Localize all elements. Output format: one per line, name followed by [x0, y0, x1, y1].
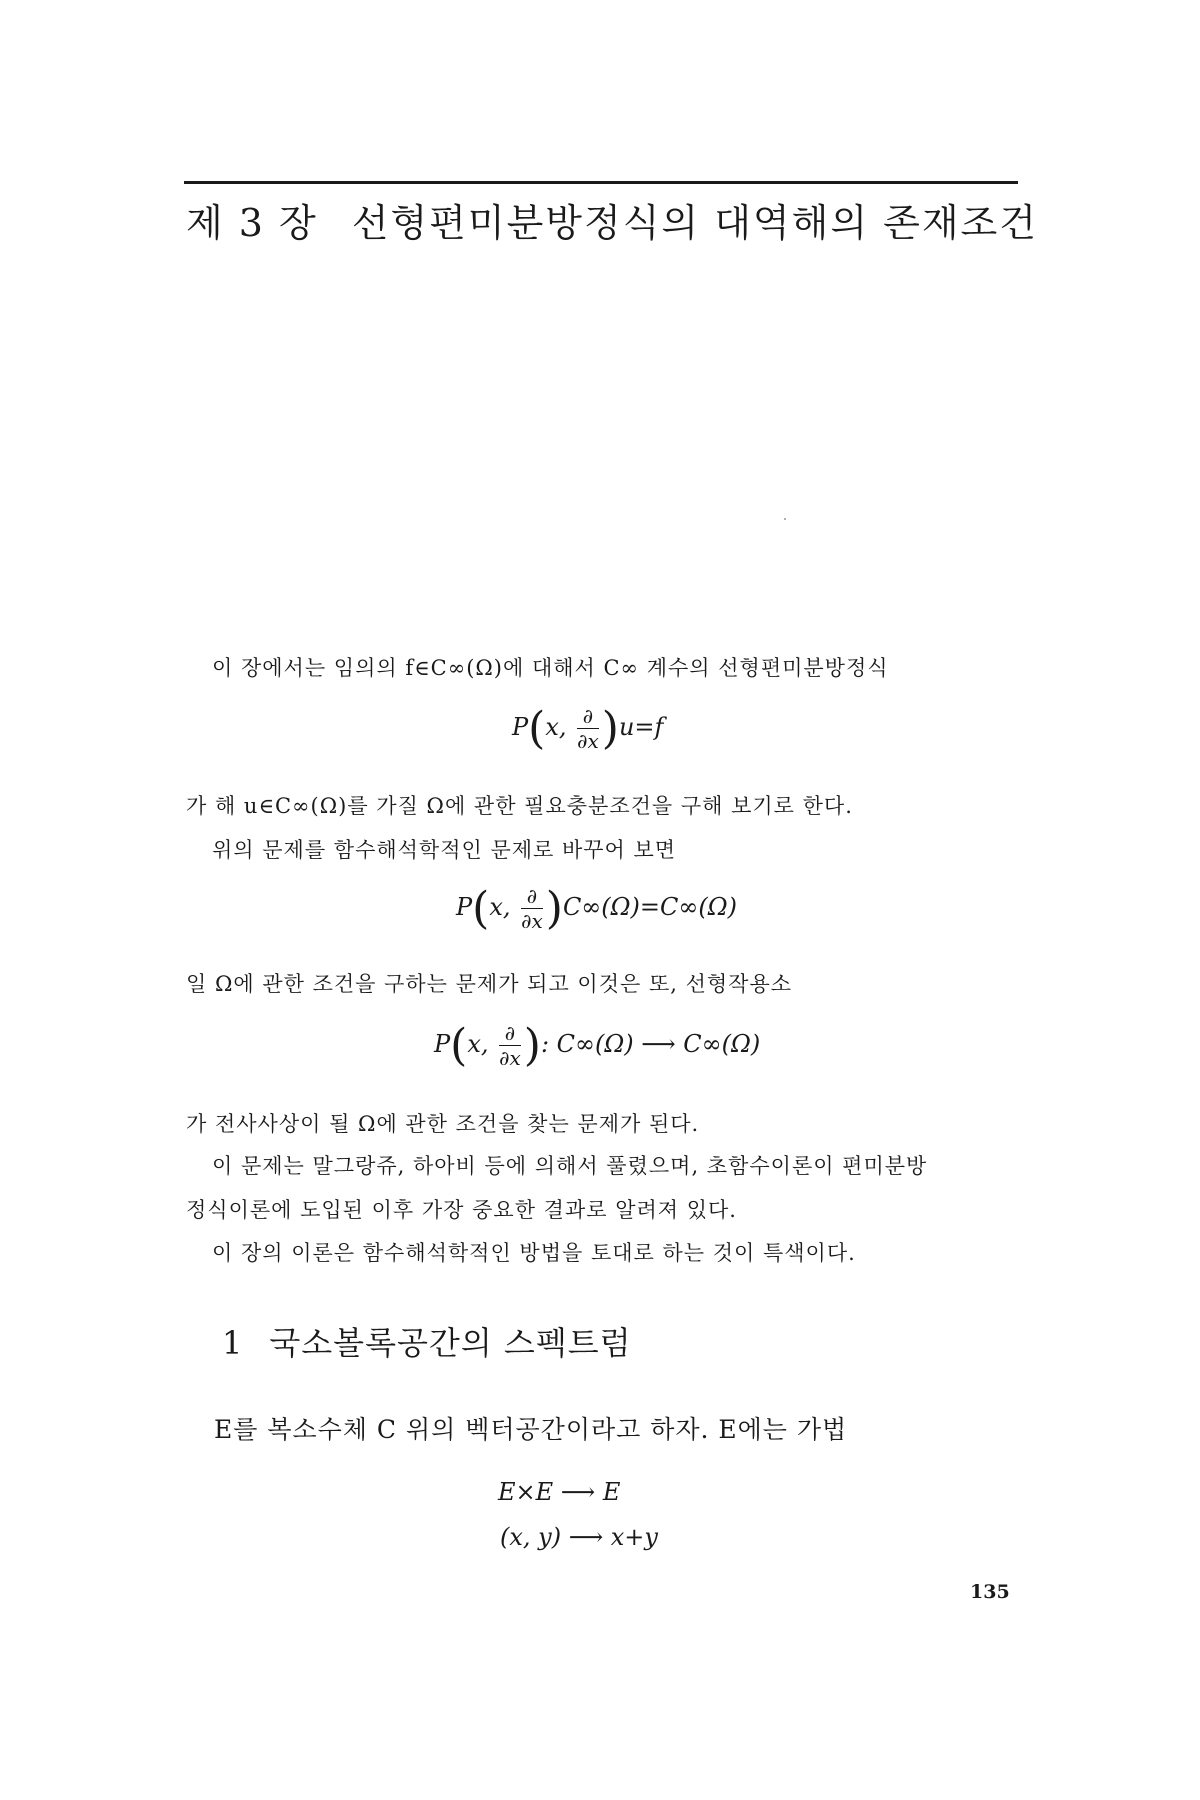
intro-line-4: 일 Ω에 관한 조건을 구하는 문제가 되고 이것은 또, 선형작용소 — [186, 972, 793, 996]
eq1-fraction — [577, 704, 599, 753]
equation-1 — [512, 703, 663, 754]
intro-line-6: 이 문제는 말그랑쥬, 하아비 등에 의해서 풀렸으며, 초함수이론이 편미분방 — [212, 1154, 928, 1178]
section-number: 1 — [222, 1324, 244, 1362]
eq2-x: x, — [489, 893, 511, 921]
eq1-denominator: ∂x — [577, 729, 599, 753]
chapter-heading — [186, 192, 1038, 247]
section-title: 국소볼록공간의 스펙트럼 — [269, 1324, 632, 1362]
chapter-title-text: 선형편미분방정식의 대역해의 존재조건 — [351, 201, 1038, 245]
eq1-operator: P — [512, 713, 529, 741]
eq3-numerator: ∂ — [499, 1021, 521, 1046]
eq2-close-paren: ) — [545, 883, 563, 934]
equation-2 — [456, 883, 737, 934]
eq3-open-paren: ( — [450, 1020, 468, 1071]
mapping-line-2: (x, y) ⟶ x+y — [500, 1523, 658, 1551]
intro-line-1: 이 장에서는 임의의 f∈C∞(Ω)에 대해서 C∞ 계수의 선형편미분방정식 — [212, 656, 889, 680]
intro-line-5: 가 전사사상이 될 Ω에 관한 조건을 찾는 문제가 된다. — [186, 1112, 700, 1136]
eq1-open-paren: ( — [528, 703, 546, 754]
eq1-numerator: ∂ — [577, 704, 599, 729]
eq3-operator: P — [434, 1030, 451, 1058]
eq2-fraction — [521, 884, 543, 933]
eq3-x: x, — [467, 1030, 489, 1058]
intro-line-8: 이 장의 이론은 함수해석학적인 방법을 토대로 하는 것이 특색이다. — [212, 1241, 856, 1265]
eq3-close-paren: ) — [523, 1020, 541, 1071]
chapter-rule — [184, 181, 1018, 184]
eq1-x: x, — [545, 713, 567, 741]
section-heading — [222, 1318, 632, 1364]
scan-speck — [784, 518, 786, 520]
page-number: 135 — [970, 1581, 1010, 1603]
eq2-operator: P — [456, 893, 473, 921]
eq2-denominator: ∂x — [521, 909, 543, 933]
eq3-rhs: : C∞(Ω) ⟶ C∞(Ω) — [540, 1030, 761, 1058]
intro-line-3: 위의 문제를 함수해석학적인 문제로 바꾸어 보면 — [212, 838, 677, 862]
eq2-open-paren: ( — [472, 883, 490, 934]
eq1-rhs: u=f — [618, 713, 664, 741]
eq3-fraction — [499, 1021, 521, 1070]
intro-line-2: 가 해 u∈C∞(Ω)를 가질 Ω에 관한 필요충분조건을 구해 보기로 한다. — [186, 794, 853, 818]
mapping-line-1: E×E ⟶ E — [498, 1478, 621, 1506]
intro-line-7: 정식이론에 도입된 이후 가장 중요한 결과로 알려져 있다. — [186, 1198, 737, 1222]
eq2-rhs: C∞(Ω)=C∞(Ω) — [562, 893, 738, 921]
eq2-numerator: ∂ — [521, 884, 543, 909]
equation-3 — [434, 1020, 760, 1071]
chapter-label: 제 3 장 — [186, 201, 318, 245]
eq3-denominator: ∂x — [499, 1046, 521, 1070]
eq1-close-paren: ) — [601, 703, 619, 754]
section-body-line: E를 복소수체 C 위의 벡터공간이라고 하자. E에는 가법 — [214, 1415, 848, 1444]
